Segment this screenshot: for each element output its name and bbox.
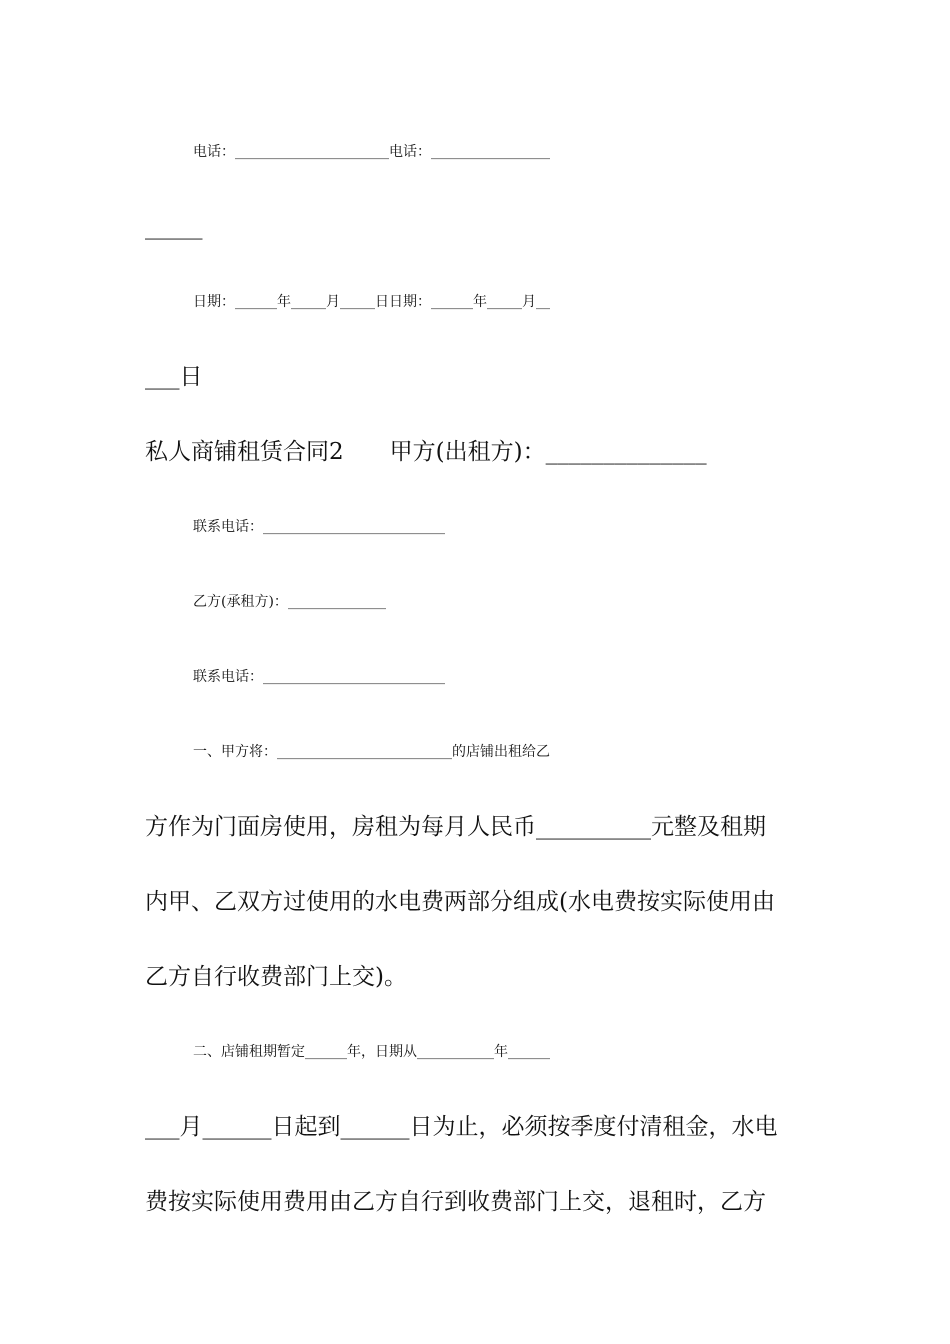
blank: __________ [536, 814, 651, 840]
blank: _____ [145, 214, 203, 240]
blank: __________________________ [263, 669, 445, 685]
date-label-a: 日期： [193, 294, 235, 310]
spacer [344, 439, 390, 465]
clause-text: 日为止，必须按季度付清租金，水电 [409, 1114, 778, 1140]
blank: _________________ [431, 144, 550, 160]
blank: ______ [235, 294, 277, 310]
month-label: 月 [326, 294, 340, 310]
blank: _________________________ [277, 744, 452, 760]
blank: _____ [340, 294, 375, 310]
clause-text: 年 [494, 1044, 508, 1060]
clause-text: 费按实际使用费用由乙方自行到收费部门上交，退租时，乙方 [145, 1189, 766, 1215]
clause-1-line-2 [145, 812, 810, 842]
blank: _____ [291, 294, 326, 310]
clause-text: 年，日期从 [347, 1044, 417, 1060]
day-label: 日 [179, 364, 203, 390]
blank: ______________ [287, 594, 386, 610]
blank: ______ [340, 1114, 410, 1140]
year-label: 年 [277, 294, 291, 310]
party-b-label: 乙方(承租方)： [193, 594, 288, 610]
blank: __ [536, 294, 550, 310]
month-label: 月 [522, 294, 536, 310]
blank: ______ [431, 294, 473, 310]
blank: ______ [202, 1114, 272, 1140]
contact-phone-label: 联系电话： [193, 519, 263, 535]
clause-1-line-1 [145, 737, 858, 767]
phone-line-continued [145, 212, 810, 242]
contract-title: 私人商铺租赁合同2 [145, 439, 344, 465]
blank: __________________________ [263, 519, 445, 535]
phone-label-b: 电话： [389, 144, 431, 160]
clause-text: 二、店铺租期暂定 [193, 1044, 305, 1060]
date-line [145, 287, 858, 317]
blank: ______________ [545, 439, 707, 465]
party-b-line [145, 587, 858, 617]
phone-line [145, 137, 858, 167]
clause-2-line-2 [145, 1112, 810, 1142]
contact-phone-label: 联系电话： [193, 669, 263, 685]
clause-text: 元整及租期 [651, 814, 766, 840]
clause-text: 日起到 [271, 1114, 341, 1140]
blank: ______________________ [235, 144, 389, 160]
clause-text: 方作为门面房使用，房租为每月人民币 [145, 814, 536, 840]
clause-text: 内甲、乙双方过使用的水电费两部分组成(水电费按实际使用由 [145, 889, 775, 915]
phone-label-a: 电话： [193, 144, 235, 160]
blank: ______ [508, 1044, 550, 1060]
clause-2-line-1 [145, 1037, 858, 1067]
party-b-phone-line [145, 662, 858, 692]
party-a-label: 甲方(出租方)： [389, 439, 546, 465]
clause-text: 乙方自行收费部门上交)。 [145, 964, 407, 990]
clause-1-line-3 [145, 887, 810, 917]
party-a-phone-line [145, 512, 858, 542]
contract-title-line [145, 437, 810, 467]
date-line-continued [145, 362, 810, 392]
clause-text: 月 [179, 1114, 203, 1140]
blank: ___ [145, 364, 180, 390]
date-label-b: 日日期： [375, 294, 431, 310]
clause-1-line-4 [145, 962, 810, 992]
blank: ______ [305, 1044, 347, 1060]
clause-2-line-3 [145, 1187, 810, 1217]
clause-text: 一、甲方将： [193, 744, 277, 760]
blank: _____ [487, 294, 522, 310]
year-label: 年 [473, 294, 487, 310]
blank: ___________ [417, 1044, 494, 1060]
blank: ___ [145, 1114, 180, 1140]
clause-text: 的店铺出租给乙 [452, 744, 550, 760]
